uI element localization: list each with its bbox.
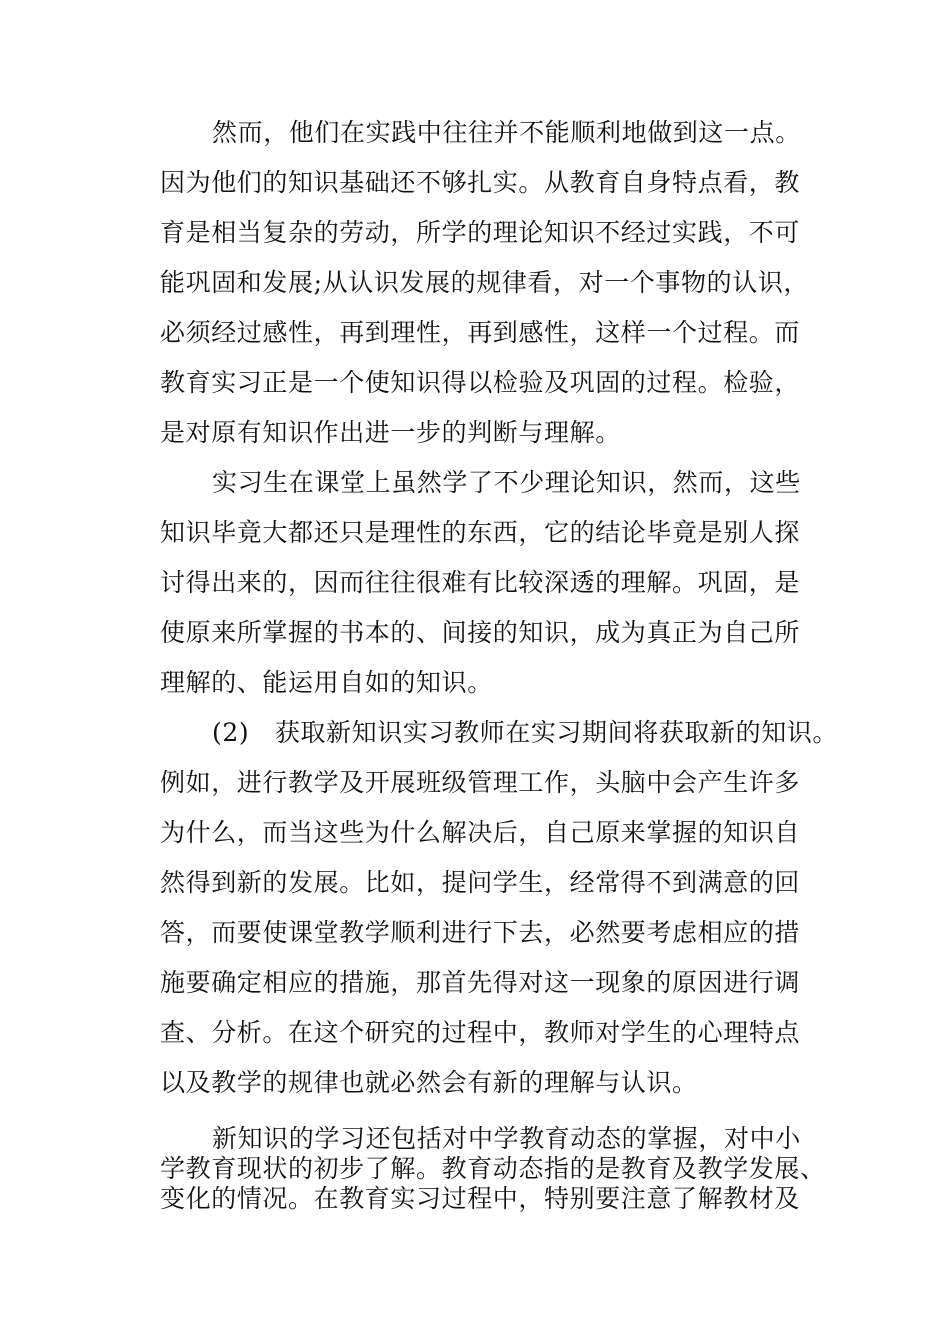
text-line: 查、分析。在这个研究的过程中，教师对学生的心理特点 — [160, 1018, 801, 1047]
text-line: (2) 获取新知识实习教师在实习期间将获取新的知识。 — [212, 718, 839, 747]
text-line: 学教育现状的初步了解。教育动态指的是教育及教学发展、 — [160, 1154, 826, 1183]
text-line: 然得到新的发展。比如，提问学生，经常得不到满意的回 — [160, 868, 801, 897]
text-line: 施要确定相应的措施，那首先得对这一现象的原因进行调 — [160, 968, 801, 997]
text-line: 必须经过感性，再到理性，再到感性，这样一个过程。而 — [160, 318, 801, 347]
text-line: 教育实习正是一个使知识得以检验及巩固的过程。检验， — [160, 368, 801, 397]
text-line: 育是相当复杂的劳动，所学的理论知识不经过实践，不可 — [160, 218, 801, 247]
text-line: 理解的、能运用自如的知识。 — [160, 668, 493, 697]
text-line: 答，而要使课堂教学顺利进行下去，必然要考虑相应的措 — [160, 918, 801, 947]
text-line: 知识毕竟大都还只是理性的东西，它的结论毕竟是别人探 — [160, 518, 801, 547]
text-line: 然而，他们在实践中往往并不能顺利地做到这一点。 — [212, 118, 801, 147]
text-line: 使原来所掌握的书本的、间接的知识，成为真正为自己所 — [160, 618, 801, 647]
text-line: 因为他们的知识基础还不够扎实。从教育自身特点看，教 — [160, 168, 801, 197]
text-line: 变化的情况。在教育实习过程中，特别要注意了解教材及 — [160, 1184, 801, 1213]
text-line: 新知识的学习还包括对中学教育动态的掌握，对中小 — [212, 1124, 801, 1153]
text-line: 讨得出来的，因而往往很难有比较深透的理解。巩固，是 — [160, 568, 801, 597]
text-line: 以及教学的规律也就必然会有新的理解与认识。 — [160, 1068, 698, 1097]
text-line: 为什么，而当这些为什么解决后，自己原来掌握的知识自 — [160, 818, 801, 847]
text-line: 是对原有知识作出进一步的判断与理解。 — [160, 418, 621, 447]
text-line: 实习生在课堂上虽然学了不少理论知识，然而，这些 — [212, 468, 801, 497]
text-line: 例如，进行教学及开展班级管理工作，头脑中会产生许多 — [160, 768, 801, 797]
text-line: 能巩固和发展;从认识发展的规律看，对一个事物的认识， — [160, 268, 810, 297]
